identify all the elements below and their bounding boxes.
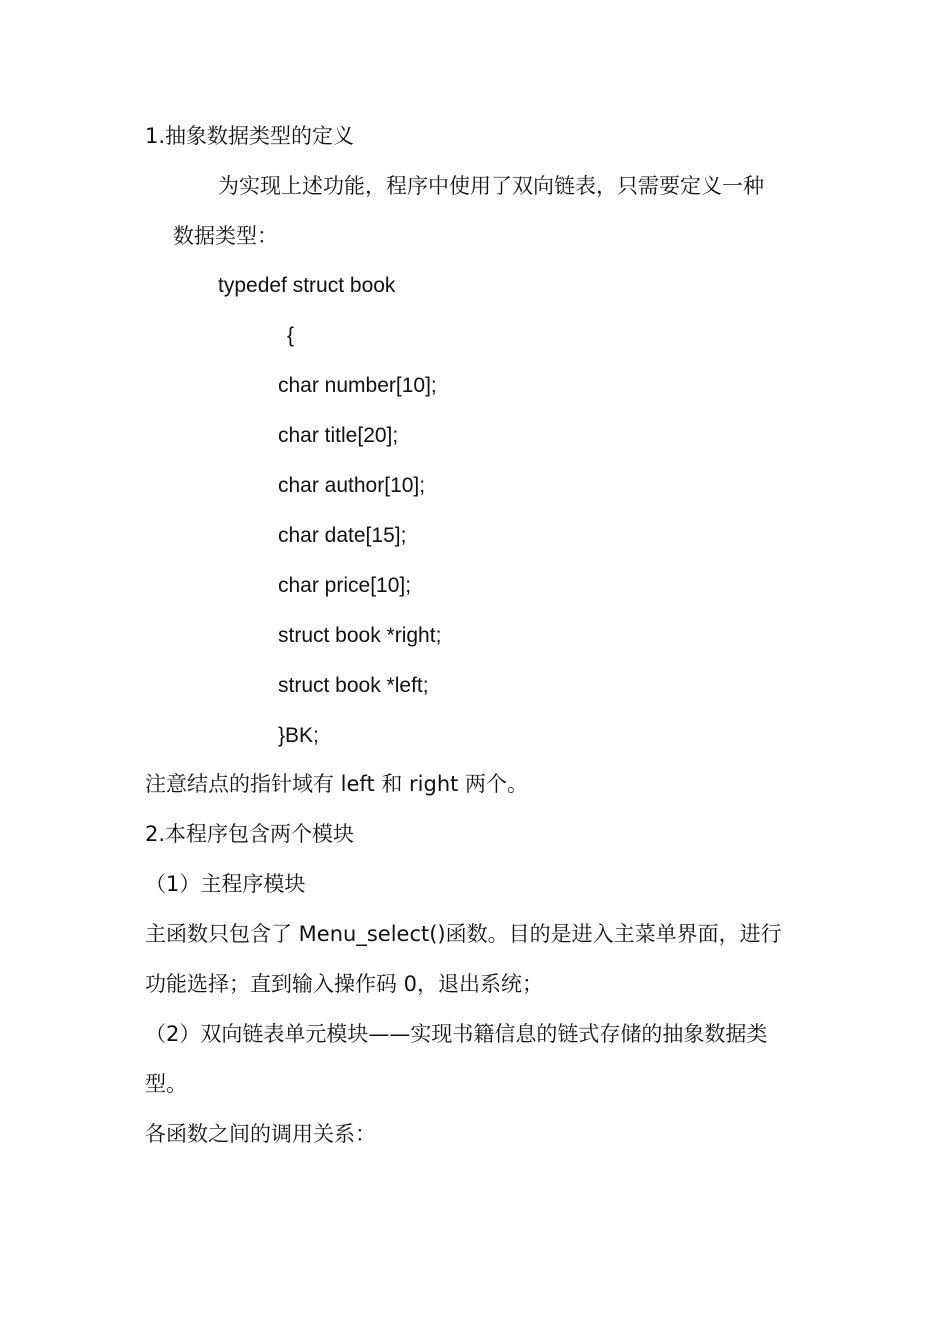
module-1-title: （1）主程序模块	[145, 872, 306, 896]
code-line-open-brace: {	[287, 324, 295, 347]
section-heading-1: 1.抽象数据类型的定义	[145, 124, 355, 148]
code-line-date: char date[15];	[278, 524, 407, 547]
code-line-right-pointer: struct book *right;	[278, 624, 442, 647]
code-line-title: char title[20];	[278, 424, 399, 447]
pointer-note: 注意结点的指针域有 left 和 right 两个。	[145, 772, 529, 796]
code-line-author: char author[10];	[278, 474, 426, 497]
paragraph-1-line-2: 数据类型：	[173, 224, 278, 248]
code-line-left-pointer: struct book *left;	[278, 674, 429, 697]
module-2-line-2: 型。	[145, 1072, 187, 1096]
section-heading-2: 2.本程序包含两个模块	[145, 822, 355, 846]
module-1-line-1: 主函数只包含了 Menu_select()函数。目的是进入主菜单界面，进行	[145, 922, 782, 946]
paragraph-1-line-1: 为实现上述功能，程序中使用了双向链表，只需要定义一种	[218, 174, 764, 198]
call-relation-label: 各函数之间的调用关系：	[145, 1122, 376, 1146]
code-line-price: char price[10];	[278, 574, 412, 597]
code-line-typedef: typedef struct book	[218, 274, 396, 297]
code-line-close-brace: }BK;	[278, 724, 319, 747]
code-line-number: char number[10];	[278, 374, 437, 397]
module-2-line-1: （2）双向链表单元模块——实现书籍信息的链式存储的抽象数据类	[145, 1022, 768, 1046]
module-1-line-2: 功能选择；直到输入操作码 0，退出系统；	[145, 972, 544, 996]
